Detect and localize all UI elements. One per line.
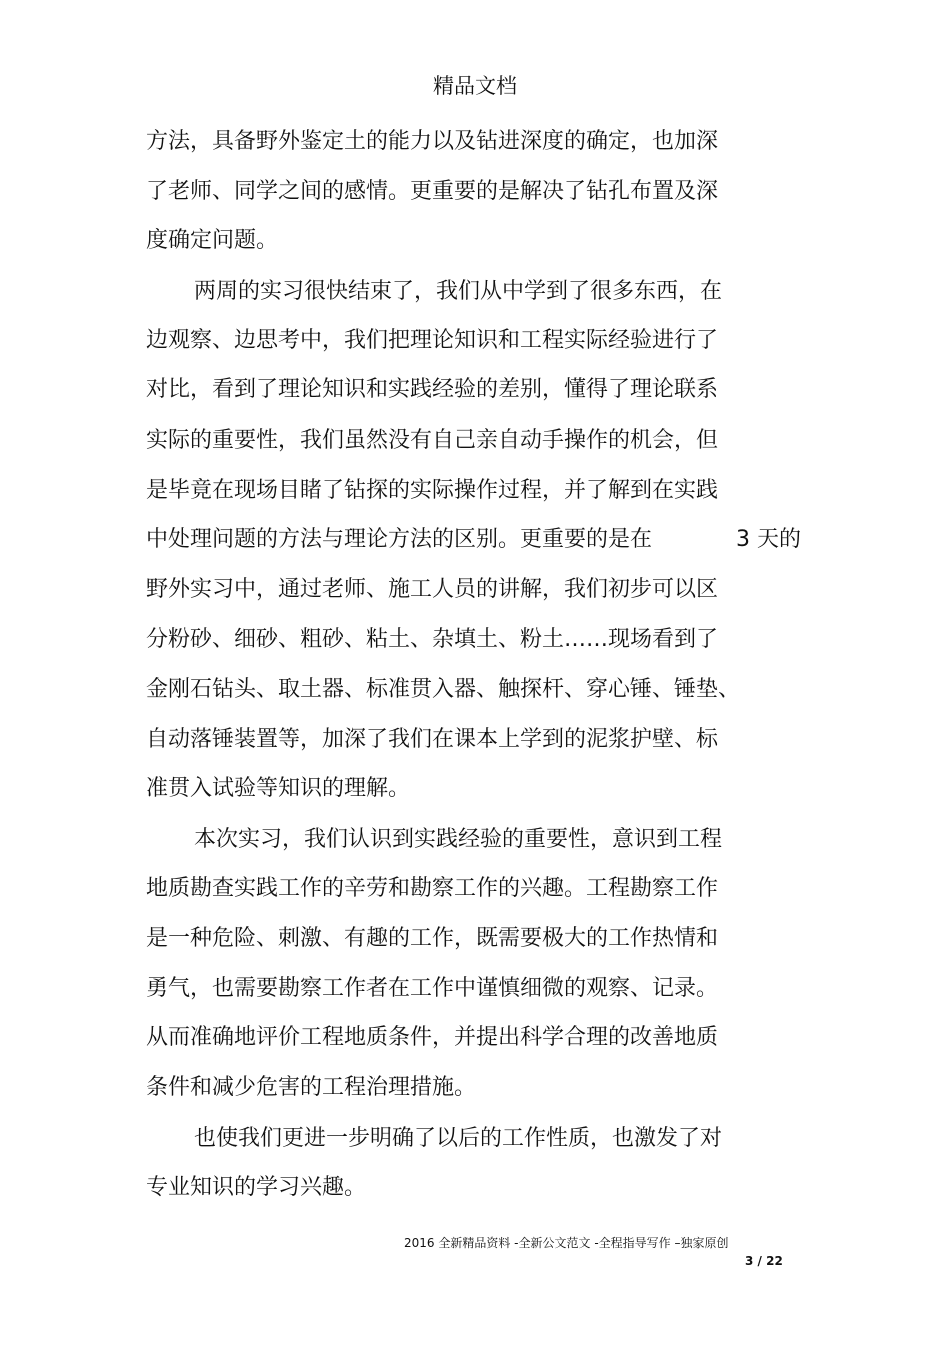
body-line: 本次实习，我们认识到实践经验的重要性，意识到工程 [194, 827, 723, 852]
page-footer-text: 2016 全新精品资料 -全新公文范文 -全程指导写作 –独家原创 [404, 1236, 729, 1250]
body-line: 边观察、边思考中，我们把理论知识和工程实际经验进行了 [146, 328, 719, 353]
body-line: 实际的重要性，我们虽然没有自己亲自动手操作的机会，但 [146, 428, 719, 453]
body-line: 两周的实习很快结束了，我们从中学到了很多东西，在 [194, 279, 723, 304]
body-line: 了老师、同学之间的感情。更重要的是解决了钻孔布置及深 [146, 179, 719, 204]
body-line: 专业知识的学习兴趣。 [146, 1175, 367, 1200]
body-line: 勇气，也需要勘察工作者在工作中谨慎细微的观察、记录。 [146, 976, 719, 1001]
body-line: 对比，看到了理论知识和实践经验的差别，懂得了理论联系 [146, 377, 719, 402]
body-line: 中处理问题的方法与理论方法的区别。更重要的是在 [146, 527, 653, 552]
page-number: 3 / 22 [745, 1254, 783, 1268]
body-line: 地质勘查实践工作的辛劳和勘察工作的兴趣。工程勘察工作 [146, 876, 719, 901]
body-line: 金刚石钻头、取土器、标准贯入器、触探杆、穿心锤、锤垫、 [146, 677, 741, 702]
body-line: 野外实习中，通过老师、施工人员的讲解，我们初步可以区 [146, 577, 719, 602]
body-line: 准贯入试验等知识的理解。 [146, 776, 411, 801]
body-line: 是一种危险、刺激、有趣的工作，既需要极大的工作热情和 [146, 926, 719, 951]
body-line: 条件和减少危害的工程治理措施。 [146, 1075, 477, 1100]
page-header-title: 精品文档 [433, 74, 517, 98]
body-line: 分粉砂、细砂、粗砂、粘土、杂填土、粉土……现场看到了 [146, 627, 719, 652]
body-line-tail: 3 天的 [736, 527, 801, 552]
body-line: 也使我们更进一步明确了以后的工作性质，也激发了对 [194, 1126, 723, 1151]
body-line: 从而准确地评价工程地质条件，并提出科学合理的改善地质 [146, 1025, 719, 1050]
body-line: 是毕竟在现场目睹了钻探的实际操作过程，并了解到在实践 [146, 478, 719, 503]
body-line: 度确定问题。 [146, 228, 279, 253]
body-line: 方法，具备野外鉴定土的能力以及钻进深度的确定，也加深 [146, 129, 719, 154]
body-line: 自动落锤装置等，加深了我们在课本上学到的泥浆护壁、标 [146, 727, 719, 752]
